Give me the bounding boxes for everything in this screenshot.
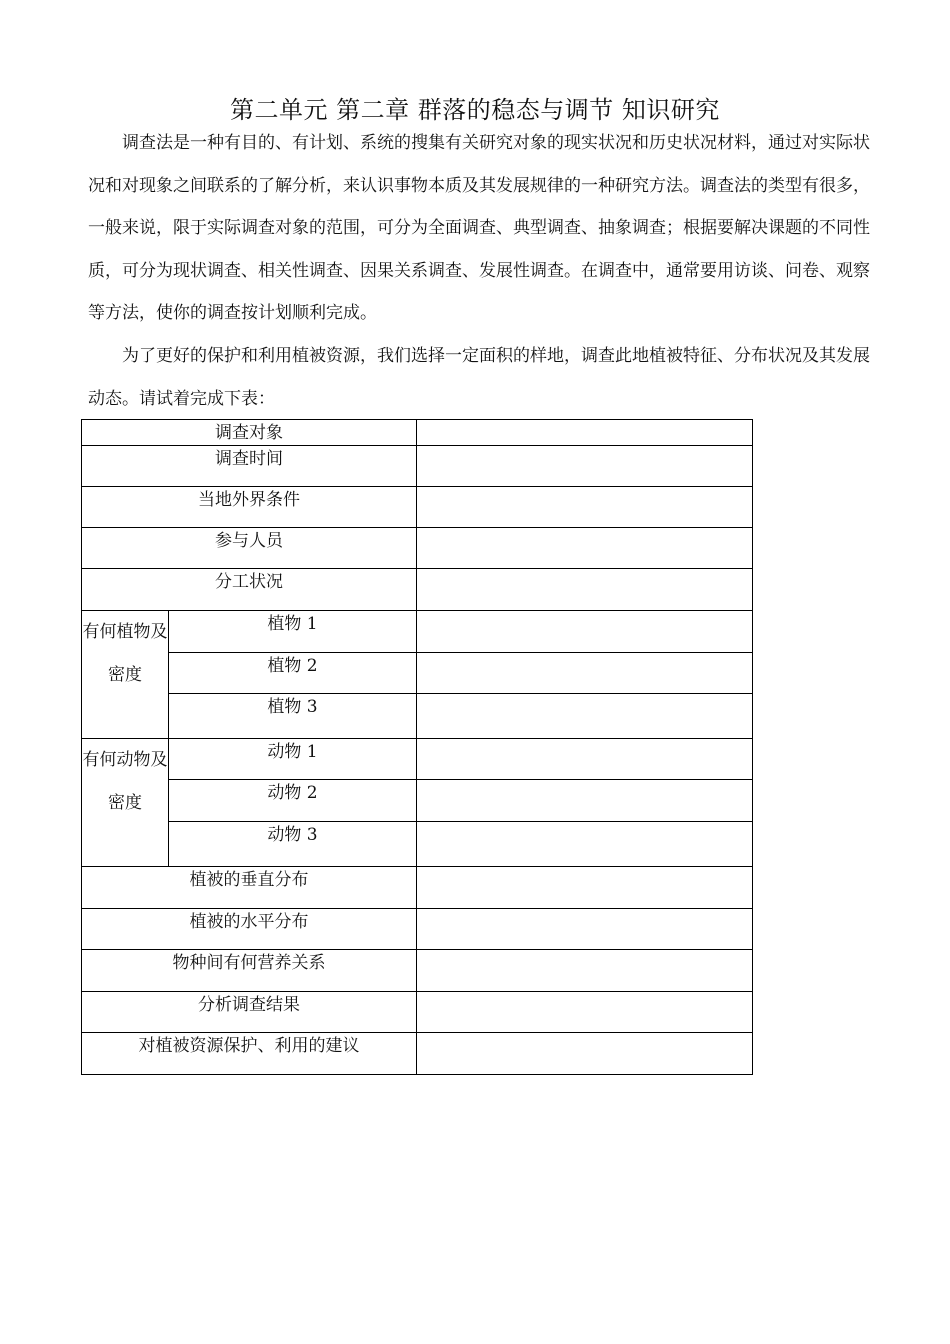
paragraph-method: 调查法是一种有目的、有计划、系统的搜集有关研究对象的现实状况和历史状况材料，通过对实际状况和对现象之间联系的了解分析，来认识事物本质及其发展规律的一种研究方法。调查法的类型有很多，一般来说，限于实际调查对象的范围，可分为全面调查、典型调查、抽象调查；根据要解决课题的不同性质，可分为现状调查、相关性调查、因果关系调查、发展性调查。在调查中，通常要用访谈、问卷、观察等方法，使你的调查按计划顺利完成。 [88, 133, 870, 324]
row-label-nutrition: 物种间有何营养关系 [82, 950, 417, 992]
row-label-division: 分工状况 [82, 569, 417, 611]
row-label-suggestions: 对植被资源保护、利用的建议 [82, 1033, 417, 1075]
survey-table [81, 419, 753, 1075]
answer-cell[interactable] [417, 739, 753, 780]
page-title: 第二单元 第二章 群落的稳态与调节 知识研究 [230, 96, 720, 124]
row-label-time: 调查时间 [82, 446, 417, 487]
table-row [82, 739, 753, 780]
table-row [82, 909, 753, 950]
answer-cell[interactable] [417, 694, 753, 739]
answer-cell[interactable] [417, 420, 753, 446]
table-row [82, 420, 753, 446]
table-row [82, 487, 753, 528]
paragraph-task: 为了更好的保护和利用植被资源，我们选择一定面积的样地，调查此地植被特征、分布状况及其发展动态。请试着完成下表： [88, 345, 870, 409]
table-row [82, 653, 753, 694]
answer-cell[interactable] [417, 653, 753, 694]
answer-cell[interactable] [417, 950, 753, 992]
table-row [82, 528, 753, 569]
table-row [82, 611, 753, 653]
plant-label-2: 植物 2 [169, 653, 417, 694]
answer-cell[interactable] [417, 867, 753, 909]
answer-cell[interactable] [417, 780, 753, 822]
answer-cell[interactable] [417, 1033, 753, 1075]
animal-label-2: 动物 2 [169, 780, 417, 822]
answer-cell[interactable] [417, 446, 753, 487]
row-label-horizontal: 植被的水平分布 [82, 909, 417, 950]
table-row [82, 1033, 753, 1075]
table-row [82, 992, 753, 1033]
plant-label-1: 植物 1 [169, 611, 417, 653]
animal-label-1: 动物 1 [169, 739, 417, 780]
row-label-vertical: 植被的垂直分布 [82, 867, 417, 909]
answer-cell[interactable] [417, 992, 753, 1033]
answer-cell[interactable] [417, 611, 753, 653]
animal-label-3: 动物 3 [169, 822, 417, 867]
row-label-analysis: 分析调查结果 [82, 992, 417, 1033]
answer-cell[interactable] [417, 569, 753, 611]
table-row [82, 867, 753, 909]
table-row [82, 950, 753, 992]
answer-cell[interactable] [417, 487, 753, 528]
row-label-conditions: 当地外界条件 [82, 487, 417, 528]
answer-cell[interactable] [417, 528, 753, 569]
animal-group-label: 有何动物及密度 [82, 739, 169, 867]
table-row [82, 446, 753, 487]
answer-cell[interactable] [417, 822, 753, 867]
intro-text [88, 122, 870, 420]
table-row [82, 694, 753, 739]
answer-cell[interactable] [417, 909, 753, 950]
plant-label-3: 植物 3 [169, 694, 417, 739]
row-label-subject: 调查对象 [82, 420, 417, 446]
row-label-participants: 参与人员 [82, 528, 417, 569]
table-row [82, 569, 753, 611]
table-row [82, 822, 753, 867]
table-row [82, 780, 753, 822]
plant-group-label: 有何植物及密度 [82, 611, 169, 739]
